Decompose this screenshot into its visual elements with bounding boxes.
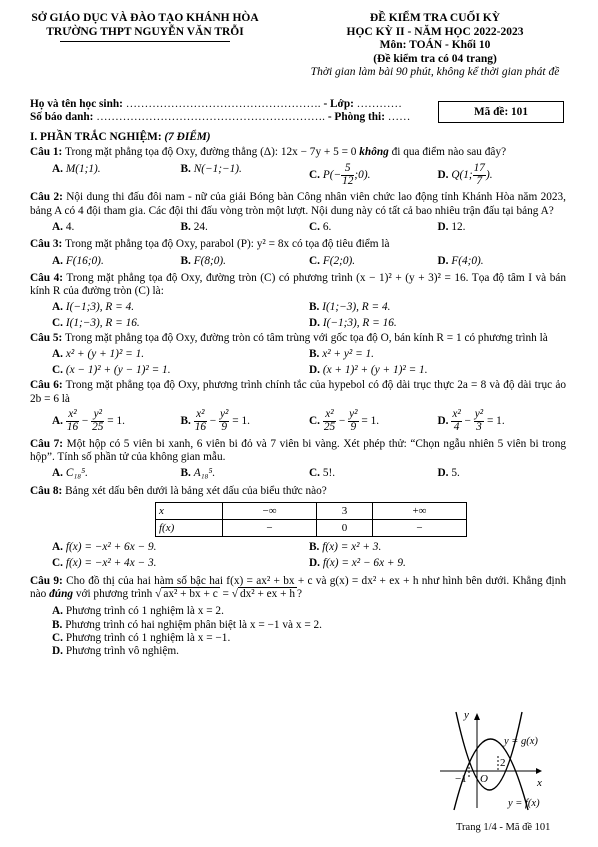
f-label: y = f(x) bbox=[508, 798, 540, 809]
question-3-options bbox=[30, 255, 566, 268]
pages-note: (Đề kiểm tra có 04 trang) bbox=[373, 52, 497, 65]
sign-cell: − bbox=[372, 520, 466, 537]
q1-option-b[interactable]: B. N(−1;−1). bbox=[180, 162, 242, 175]
q5-option-b[interactable]: B. x² + y² = 1. bbox=[309, 347, 375, 360]
q9-option-b[interactable]: B. Phương trình có hai nghiệm phân biệt là x = −1 và x = 2. bbox=[52, 618, 322, 631]
page-footer: Trang 1/4 - Mã đề 101 bbox=[456, 822, 551, 833]
question-8-options bbox=[30, 541, 566, 571]
sign-cell: +∞ bbox=[372, 503, 466, 520]
exam-subject: Môn: TOÁN - Khối 10 bbox=[379, 39, 491, 52]
tick-pos-label: 2 bbox=[500, 757, 506, 769]
question-6: Câu 6: Trong mặt phẳng tọa độ Oxy, phương trình chính tắc của hypebol có độ dài trục thực 2a = 8 và độ dài trục ảo 2b = 6 là bbox=[30, 379, 566, 405]
q1-option-c[interactable]: C. P(− $\frac{5}{12}$ ;0). bbox=[309, 161, 371, 187]
class-label: - Lớp: bbox=[323, 98, 354, 110]
name-label: Họ và tên học sinh: bbox=[30, 98, 123, 110]
department-name: SỞ GIÁO DỤC VÀ ĐÀO TẠO KHÁNH HÒA bbox=[31, 12, 259, 24]
question-9: Câu 9: Cho đồ thị của hai hàm số bậc hai f(x) = ax² + bx + c và g(x) = dx² + ex + h như hình bên dưới. Khẳng định nào đúng với phương trình √ ax² + bx + c = √ dx² + ex + h ? bbox=[30, 574, 566, 600]
q3-option-c[interactable]: C. F(2;0). bbox=[309, 254, 356, 267]
q7-option-d[interactable]: D. 5. bbox=[437, 467, 460, 480]
sign-table-row-x bbox=[156, 503, 467, 520]
sign-cell: − bbox=[223, 520, 317, 537]
sign-cell: 3 bbox=[317, 503, 373, 520]
q6-option-b[interactable]: B. $\frac{\text{x²}}{16}$ − $\frac{\text{y²}}{9}$ = 1. bbox=[180, 407, 250, 433]
q9-option-c[interactable]: C. Phương trình có 1 nghiệm là x = −1. bbox=[52, 631, 231, 644]
exam-title: ĐỀ KIỂM TRA CUỐI KỲ bbox=[369, 12, 501, 24]
exam-term: HỌC KỲ II - NĂM HỌC 2022-2023 bbox=[346, 25, 524, 38]
q7-option-c[interactable]: C. 5!. bbox=[309, 467, 336, 480]
section-title: I. PHẦN TRẮC NGHIỆM: (7 ĐIỂM) bbox=[30, 131, 211, 143]
q2-option-b[interactable]: B. 24. bbox=[180, 221, 208, 234]
header-divider bbox=[60, 41, 230, 42]
section-points: (7 ĐIỂM) bbox=[164, 131, 211, 143]
question-9-options bbox=[30, 605, 422, 658]
question-4-options bbox=[30, 301, 566, 331]
q5-option-d[interactable]: D. (x + 1)² + (y + 1)² = 1. bbox=[309, 363, 428, 376]
q2-option-a[interactable]: A. 4. bbox=[52, 221, 75, 234]
q6-option-c[interactable]: C. $\frac{\text{x²}}{25}$ − $\frac{\text{y²}}{9}$ = 1. bbox=[309, 407, 380, 433]
y-axis-arrow-icon bbox=[474, 713, 480, 720]
q2-option-d[interactable]: D. 12. bbox=[437, 221, 466, 234]
q5-option-c[interactable]: C. (x − 1)² + (y − 1)² = 1. bbox=[52, 363, 171, 376]
sign-table bbox=[155, 502, 467, 537]
id-label: Số báo danh: bbox=[30, 111, 94, 124]
question-7: Câu 7: Một hộp có 5 viên bi xanh, 6 viên bi đỏ và 7 viên bi vàng. Xét phép thử: “Chọn ngẫu nhiên 5 viên bi trong hộp”. Tính số phần tử của không gian mẫu. bbox=[30, 437, 567, 464]
q7-option-a[interactable]: A. C₁₈⁵. bbox=[52, 467, 88, 480]
question-4: Câu 4: Trong mặt phẳng tọa độ Oxy, đường tròn (C) có phương trình (x − 1)² + (y + 3)² = 16. Tọa độ tâm I và bán kính R của đường tròn (C) là: bbox=[30, 272, 567, 298]
q8-option-c[interactable]: C. f(x) = −x² + 4x − 3. bbox=[52, 557, 157, 570]
g-label: y = g(x) bbox=[504, 736, 538, 747]
q2-option-c[interactable]: C. 6. bbox=[309, 221, 332, 234]
x-axis-arrow-icon bbox=[536, 768, 542, 774]
sign-cell: −∞ bbox=[223, 503, 317, 520]
school-name: TRƯỜNG THPT NGUYỄN VĂN TRỖI bbox=[46, 25, 244, 38]
exam-content bbox=[30, 131, 566, 659]
room-label: - Phòng thi: bbox=[327, 111, 385, 124]
name-dots[interactable]: ……………………………………………. bbox=[122, 98, 324, 110]
header-left bbox=[30, 12, 260, 42]
q3-option-a[interactable]: A. F(16;0). bbox=[52, 254, 104, 267]
student-info bbox=[30, 98, 430, 125]
question-8: Câu 8: Bảng xét dấu bên dưới là bảng xét dấu của biểu thức nào? bbox=[30, 484, 327, 497]
q8-option-b[interactable]: B. f(x) = x² + 3. bbox=[309, 541, 382, 553]
x-axis-label: x bbox=[537, 777, 542, 789]
question-5: Câu 5: Trong mặt phẳng tọa độ Oxy, đường tròn có tâm trùng với gốc tọa độ O, bán kính R = 1 có phương trình là bbox=[30, 332, 548, 345]
tick-neg-label: −1 bbox=[455, 773, 467, 785]
question-1-options bbox=[30, 163, 566, 188]
time-note: Thời gian làm bài 90 phút, không kể thời gian phát đề bbox=[310, 66, 560, 79]
question-6-options bbox=[30, 409, 566, 434]
q6-option-d[interactable]: D. $\frac{\text{x²}}{4}$ − $\frac{\text{y²}}{3}$ = 1. bbox=[437, 407, 505, 433]
q1-option-d[interactable]: D. Q(1; $\frac{17}{7}$ ). bbox=[437, 161, 493, 187]
q7-option-b[interactable]: B. A₁₈⁵. bbox=[180, 467, 216, 480]
q4-option-d[interactable]: D. I(−1;3), R = 16. bbox=[309, 317, 397, 329]
q6-option-a[interactable]: A. $\frac{\text{x²}}{16}$ − $\frac{\text{y²}}{25}$ = 1. bbox=[52, 407, 125, 433]
q4-option-b[interactable]: B. I(1;−3), R = 4. bbox=[309, 300, 391, 313]
q5-option-a[interactable]: A. x² + (y + 1)² = 1. bbox=[52, 347, 145, 360]
origin-label: O bbox=[480, 773, 488, 785]
q1-option-a[interactable]: A. M(1;1). bbox=[52, 162, 101, 175]
question-3: Câu 3: Trong mặt phẳng tọa độ Oxy, parabol (P): y² = 8x có tọa độ tiêu điểm là bbox=[30, 238, 390, 251]
question-1: Câu 1: Trong mặt phẳng tọa độ Oxy, đường thẳng (Δ): 12x − 7y + 5 = 0 không đi qua điểm nào sau đây? bbox=[30, 146, 507, 159]
q4-option-c[interactable]: C. I(1;−3), R = 16. bbox=[52, 317, 140, 329]
sign-table-row-fx bbox=[156, 520, 467, 537]
exam-code-box: Mã đề: 101 bbox=[438, 101, 564, 123]
sign-cell: f(x) bbox=[156, 520, 223, 537]
room-dots[interactable]: …… bbox=[384, 111, 411, 124]
q9-option-d[interactable]: D. Phương trình vô nghiệm. bbox=[52, 645, 179, 658]
q9-option-a[interactable]: A. Phương trình có 1 nghiệm là x = 2. bbox=[52, 605, 224, 618]
sign-cell: x bbox=[156, 503, 223, 520]
question-7-options bbox=[30, 467, 566, 480]
q3-option-d[interactable]: D. F(4;0). bbox=[437, 254, 484, 267]
question-2: Câu 2: Nội dung thi đấu đôi nam - nữ của giải Bóng bàn Công nhân viên chức lao động tỉnh Khánh Hòa năm 2023, bảng A có 4 đội tham gia. Các đội thi đấu vòng tròn một lượt. Nội dung này có tất cả bao nhiêu trận đấu tại bảng A? bbox=[30, 191, 566, 217]
header-right bbox=[290, 12, 580, 80]
question-2-options bbox=[30, 221, 566, 234]
class-dots[interactable]: ………… bbox=[353, 98, 402, 110]
q4-option-a[interactable]: A. I(−1;3), R = 4. bbox=[52, 300, 135, 313]
q9-graph bbox=[432, 708, 562, 812]
y-axis-label: y bbox=[464, 709, 469, 721]
q8-option-d[interactable]: D. f(x) = x² − 6x + 9. bbox=[309, 557, 406, 570]
q3-option-b[interactable]: B. F(8;0). bbox=[180, 254, 226, 267]
sign-cell: 0 bbox=[317, 520, 373, 537]
id-dots[interactable]: ……………………………………………………. bbox=[93, 111, 328, 124]
q8-option-a[interactable]: A. f(x) = −x² + 6x − 9. bbox=[52, 541, 157, 553]
question-5-options bbox=[30, 348, 566, 378]
